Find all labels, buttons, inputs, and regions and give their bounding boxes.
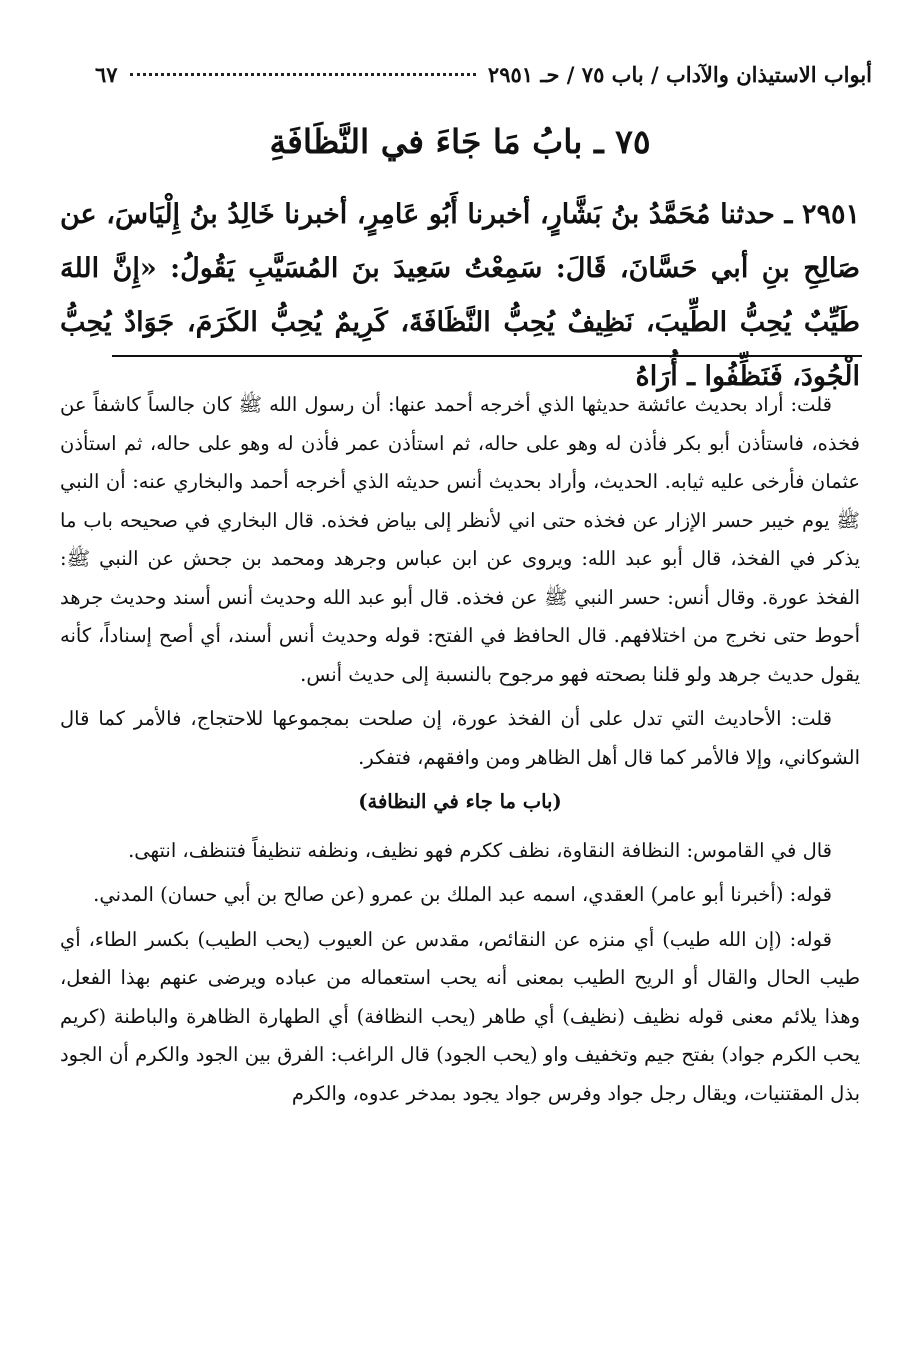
chapter-title: ٧٥ ـ بابُ مَا جَاءَ في النَّظَافَةِ xyxy=(269,122,651,161)
hadith-text: ٢٩٥١ ـ حدثنا مُحَمَّدُ بنُ بَشَّارٍ، أخبرنا أَبُو عَامِرٍ، أخبرنا خَالِدُ بنُ إِلْيَاسَ، عن صَالِحِ بنِ أبي حَسَّانَ، قَالَ: سَمِعْتُ سَعِيدَ بنَ المُسَيَّبِ يَقُولُ: «إِنَّ اللهَ طَيِّبٌ يُحِبُّ الطِّيبَ، نَظِيفٌ يُحِبُّ النَّظَافَةَ، كَرِيمٌ يُحِبُّ الكَرَمَ، جَوَادٌ يُحِبُّ الْجُودَ، فَنَظِّفُوا ـ أُرَاهُ xyxy=(60,199,860,392)
running-header-title: أبواب الاستيذان والآداب / باب ٧٥ / حـ ٢٩٥١ xyxy=(487,62,872,87)
commentary-block xyxy=(60,386,860,1119)
running-header xyxy=(95,62,872,96)
commentary-paragraph: قال في القاموس: النظافة النقاوة، نظف ككرم فهو نظيف، ونظفه تنظيفاً فتنظف، انتهى. xyxy=(128,838,832,862)
commentary-subheading: (باب ما جاء في النظافة) xyxy=(358,790,562,813)
leader-dots xyxy=(130,73,476,76)
page-number: ٦٧ xyxy=(95,62,118,87)
footnote-separator-line xyxy=(112,355,862,357)
commentary-paragraph: قوله: (أخبرنا أبو عامر) العقدي، اسمه عبد الملك بن عمرو (عن صالح بن أبي حسان) المدني. xyxy=(93,883,832,906)
hadith-text-block xyxy=(60,188,860,404)
commentary-paragraph: قوله: (إن الله طيب) أي منزه عن النقائص، مقدس عن العيوب (يحب الطيب) بكسر الطاء، أي طيب الحال والقال أو الريح الطيب بمعنى أنه يحب استعماله من عباده ويرضى عنهم بهذا الفعل، وهذا يلائم معنى قوله نظيف (نظيف) أي طاهر (يحب النظافة) أي الطهارة الظاهرة والباطنة (كريم يحب الكرم جواد) بفتح جيم وتخفيف واو (يحب الجود) قال الراغب: الفرق بين الجود والكرم أن الجود بذل المقتنيات، ويقال رجل جواد وفرس جواد يجود بمدخر عدوه، والكرم xyxy=(60,927,860,1105)
commentary-paragraph: قلت: أراد بحديث عائشة حديثها الذي أخرجه أحمد عنها: أن رسول الله ﷺ كان جالساً كاشفاً عن فخذه، فاستأذن أبو بكر فأذن له وهو على حاله، ثم استأذن عمر فأذن له وهو على حاله، ثم استأذن عثمان فأرخى عليه ثيابه. الحديث، وأراد بحديث أنس حديثه الذي أخرجه أحمد والبخاري عنه: أن النبي ﷺ يوم خيبر حسر الإزار عن فخذه حتى اني لأنظر إلى بياض فخذه. قال البخاري في صحيحه باب ما يذكر في الفخذ، قال أبو عبد الله: ويروى عن ابن عباس وجرهد ومحمد بن جحش عن النبي ﷺ: الفخذ عورة. وقال أنس: حسر النبي ﷺ عن فخذه. قال أبو عبد الله وحديث أنس أسند وحديث جرهد أحوط حتى نخرج من اختلافهم. قال الحافظ في الفتح: قوله وحديث أنس أسند، أي أصح إسناداً، كأنه يقول حديث جرهد ولو قلنا بصحته فهو مرجوح بالنسبة إلى حديث أنس. xyxy=(60,393,860,686)
commentary-paragraph: قلت: الأحاديث التي تدل على أن الفخذ عورة، إن صلحت بمجموعها للاحتجاج، فالأمر كما قال الشوكاني، وإلا فالأمر كما قال أهل الظاهر ومن وافقهم، فتفكر. xyxy=(60,707,860,769)
